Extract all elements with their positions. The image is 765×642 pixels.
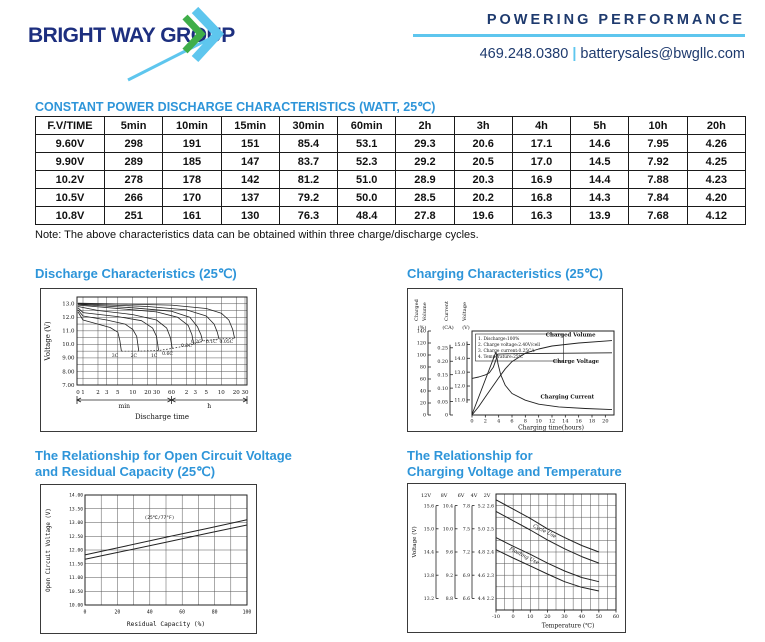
column-header: 5min: [105, 117, 163, 135]
svg-text:2.6: 2.6: [486, 504, 494, 510]
svg-text:4.6: 4.6: [477, 573, 485, 579]
charging-chart-svg: [408, 289, 622, 431]
table-cell: 48.4: [338, 207, 396, 225]
table-cell: 85.4: [279, 135, 337, 153]
svg-text:16: 16: [575, 418, 582, 425]
column-header: 10h: [629, 117, 687, 135]
svg-text:4. Temperature:25℃: 4. Temperature:25℃: [478, 354, 524, 360]
table-cell: 9.90V: [36, 153, 105, 171]
svg-text:13.0: 13.0: [454, 370, 465, 376]
table-cell: 10.8V: [36, 207, 105, 225]
svg-text:12.0: 12.0: [62, 315, 75, 322]
table-cell: 191: [163, 135, 221, 153]
svg-text:Temperature (℃): Temperature (℃): [541, 622, 595, 630]
svg-text:Voltage (V): Voltage (V): [44, 321, 52, 361]
table-cell: 10.5V: [36, 189, 105, 207]
table-cell: 27.8: [396, 207, 454, 225]
svg-text:10: 10: [129, 390, 137, 396]
svg-text:2C: 2C: [130, 353, 138, 359]
svg-text:0: 0: [76, 390, 80, 396]
svg-text:Voltage (V): Voltage (V): [412, 526, 418, 558]
svg-text:11.0: 11.0: [454, 398, 465, 404]
column-header: 2h: [396, 117, 454, 135]
svg-text:Charged Volume: Charged Volume: [545, 332, 596, 339]
svg-text:3: 3: [193, 390, 197, 396]
table-row: [36, 189, 746, 207]
charging-chart: [407, 288, 623, 432]
brand-logo: [28, 6, 263, 86]
svg-text:(25℃/77°F): (25℃/77°F): [144, 516, 175, 522]
discharge-chart-svg: [41, 289, 256, 431]
svg-text:Residual Capacity (%): Residual Capacity (%): [126, 621, 206, 628]
svg-text:0.25: 0.25: [437, 346, 448, 352]
svg-text:20: 20: [544, 614, 551, 620]
svg-text:3C: 3C: [111, 353, 119, 359]
svg-text:9.2: 9.2: [445, 573, 453, 579]
column-header: 3h: [454, 117, 512, 135]
table-cell: 20.5: [454, 153, 512, 171]
svg-text:4.4: 4.4: [477, 597, 485, 603]
svg-text:2V: 2V: [483, 493, 491, 499]
svg-text:30: 30: [561, 614, 568, 620]
table-row: [36, 171, 746, 189]
svg-text:60: 60: [419, 377, 426, 383]
svg-text:60: 60: [612, 614, 620, 620]
svg-text:40: 40: [578, 614, 585, 620]
svg-text:11.0: 11.0: [62, 328, 75, 335]
table-cell: 14.3: [571, 189, 629, 207]
svg-text:2.5: 2.5: [486, 527, 494, 533]
svg-text:12V: 12V: [421, 493, 431, 499]
svg-text:7.00: 7.00: [62, 382, 75, 389]
svg-text:120: 120: [416, 341, 426, 347]
table-note: Note: The above characteristics data can be obtained within three charge/discharge cycles.: [35, 229, 479, 241]
table-cell: 76.3: [279, 207, 337, 225]
svg-text:13.0: 13.0: [62, 301, 75, 308]
svg-text:14.00: 14.00: [69, 493, 83, 499]
table-cell: 170: [163, 189, 221, 207]
svg-text:0.05C: 0.05C: [219, 340, 234, 346]
svg-text:Charging time(hours): Charging time(hours): [518, 424, 584, 431]
table-cell: 29.3: [396, 135, 454, 153]
ocv-chart-title-line1: The Relationship for Open Circuit Voltage: [35, 448, 292, 463]
svg-text:20: 20: [419, 401, 426, 407]
table-cell: 52.3: [338, 153, 396, 171]
svg-text:9.00: 9.00: [62, 355, 75, 362]
table-cell: 7.84: [629, 189, 687, 207]
svg-text:0.2C: 0.2C: [190, 340, 202, 346]
svg-text:0.1C: 0.1C: [205, 340, 217, 346]
svg-text:Volume: Volume: [422, 302, 428, 321]
svg-text:4V: 4V: [470, 493, 478, 499]
svg-text:8.8: 8.8: [445, 597, 453, 603]
svg-text:6.9: 6.9: [462, 573, 470, 579]
table-cell: 83.7: [279, 153, 337, 171]
svg-text:2: 2: [96, 390, 100, 396]
svg-text:10: 10: [527, 614, 534, 620]
table-cell: 14.5: [571, 153, 629, 171]
column-header: 15min: [221, 117, 279, 135]
svg-text:15.6: 15.6: [423, 504, 434, 510]
svg-text:0.15: 0.15: [437, 373, 448, 379]
svg-text:0.10: 0.10: [437, 386, 448, 392]
svg-text:Current: Current: [444, 300, 450, 321]
header-divider: [413, 34, 745, 37]
table-cell: 185: [163, 153, 221, 171]
table-cell: 151: [221, 135, 279, 153]
table-cell: 9.60V: [36, 135, 105, 153]
table-cell: 19.6: [454, 207, 512, 225]
table-cell: 289: [105, 153, 163, 171]
svg-text:20: 20: [602, 418, 609, 425]
svg-text:12.0: 12.0: [454, 384, 465, 390]
discharge-table-section: [35, 99, 746, 241]
svg-text:100: 100: [416, 353, 426, 359]
svg-text:18: 18: [588, 418, 596, 425]
column-header: 30min: [279, 117, 337, 135]
temp-chart-svg: [408, 484, 625, 632]
table-cell: 79.2: [279, 189, 337, 207]
svg-text:10.0: 10.0: [62, 342, 75, 349]
table-cell: 14.6: [571, 135, 629, 153]
svg-text:7.5: 7.5: [462, 527, 470, 533]
table-row: [36, 207, 746, 225]
table-row: [36, 135, 746, 153]
svg-text:Cycle Use: Cycle Use: [531, 523, 558, 541]
svg-text:12.50: 12.50: [69, 534, 83, 540]
svg-text:13.00: 13.00: [69, 521, 83, 527]
svg-text:6.6: 6.6: [462, 597, 470, 603]
table-cell: 16.8: [512, 189, 570, 207]
table-cell: 20.3: [454, 171, 512, 189]
column-header: 5h: [571, 117, 629, 135]
phone-number: 469.248.0380: [479, 46, 569, 62]
svg-text:10.50: 10.50: [69, 589, 83, 595]
table-cell: 20.6: [454, 135, 512, 153]
svg-text:5.0: 5.0: [477, 527, 485, 533]
svg-text:13.50: 13.50: [69, 507, 83, 513]
svg-text:Discharge time: Discharge time: [134, 413, 190, 421]
svg-text:0: 0: [444, 413, 448, 419]
svg-text:2: 2: [483, 418, 487, 425]
svg-text:140: 140: [416, 329, 426, 335]
svg-text:15.0: 15.0: [454, 343, 465, 349]
email-address[interactable]: batterysales@bwgllc.com: [580, 46, 745, 62]
ocv-chart-svg: [41, 485, 256, 633]
svg-text:14: 14: [562, 418, 569, 425]
discharge-chart-title: Discharge Characteristics (25℃): [35, 266, 237, 281]
svg-text:0.20: 0.20: [437, 359, 448, 365]
ocv-chart-title: [35, 448, 292, 480]
svg-text:80: 80: [211, 610, 218, 616]
table-cell: 20.2: [454, 189, 512, 207]
svg-text:13.2: 13.2: [423, 597, 434, 603]
svg-text:14.0: 14.0: [454, 357, 465, 362]
contact-line: [413, 46, 745, 62]
svg-text:4: 4: [497, 418, 501, 425]
temp-chart: [407, 483, 626, 633]
table-cell: 178: [163, 171, 221, 189]
table-cell: 13.9: [571, 207, 629, 225]
svg-text:12: 12: [548, 418, 556, 425]
table-title: CONSTANT POWER DISCHARGE CHARACTERISTICS (WATT, 25℃): [35, 100, 436, 114]
svg-text:5: 5: [204, 390, 209, 396]
table-cell: 147: [221, 153, 279, 171]
svg-text:6V: 6V: [457, 493, 465, 499]
svg-text:7.8: 7.8: [462, 504, 470, 510]
svg-text:7.2: 7.2: [462, 550, 470, 556]
svg-text:10.4: 10.4: [442, 504, 453, 510]
table-cell: 137: [221, 189, 279, 207]
table-cell: 4.23: [687, 171, 745, 189]
svg-text:min: min: [118, 403, 130, 410]
svg-text:1C: 1C: [151, 353, 158, 359]
svg-text:8.00: 8.00: [62, 369, 75, 376]
svg-text:9.6: 9.6: [445, 550, 453, 556]
brand-logo-text: BRIGHT WAY GROUP: [28, 24, 235, 47]
svg-text:40: 40: [419, 389, 426, 395]
table-cell: 4.12: [687, 207, 745, 225]
svg-text:20: 20: [114, 610, 121, 616]
svg-text:Charging Current: Charging Current: [540, 394, 595, 401]
svg-text:2.4: 2.4: [486, 550, 494, 556]
table-cell: 16.3: [512, 207, 570, 225]
column-header: F.V/TIME: [36, 117, 105, 135]
svg-text:30: 30: [241, 390, 249, 396]
table-cell: 17.1: [512, 135, 570, 153]
column-header: 20h: [687, 117, 745, 135]
svg-text:2: 2: [184, 390, 189, 396]
temp-chart-title: [407, 448, 622, 480]
svg-text:0.3C: 0.3C: [181, 343, 192, 349]
table-cell: 28.5: [396, 189, 454, 207]
svg-text:Floating Use: Floating Use: [508, 546, 540, 567]
svg-text:14.4: 14.4: [423, 550, 434, 556]
svg-text:2.3: 2.3: [486, 573, 494, 579]
table-cell: 7.95: [629, 135, 687, 153]
table-cell: 161: [163, 207, 221, 225]
table-cell: 130: [221, 207, 279, 225]
svg-text:12.00: 12.00: [69, 548, 83, 554]
table-cell: 142: [221, 171, 279, 189]
table-cell: 4.25: [687, 153, 745, 171]
svg-text:10.0: 10.0: [442, 527, 453, 533]
svg-text:20: 20: [232, 390, 240, 396]
svg-text:2. Charge voltage:2.40V/cell: 2. Charge voltage:2.40V/cell: [478, 342, 541, 348]
svg-text:20: 20: [144, 390, 152, 396]
svg-text:1. Discharge:100%: 1. Discharge:100%: [478, 336, 520, 342]
svg-text:60: 60: [167, 390, 175, 396]
discharge-chart: [40, 288, 257, 432]
svg-text:40: 40: [146, 610, 153, 616]
svg-text:11.00: 11.00: [69, 576, 83, 582]
svg-text:10.00: 10.00: [69, 603, 83, 609]
table-cell: 50.0: [338, 189, 396, 207]
svg-text:8: 8: [523, 418, 527, 425]
table-cell: 16.9: [512, 171, 570, 189]
table-cell: 7.88: [629, 171, 687, 189]
page-header: [0, 0, 765, 96]
svg-text:60: 60: [179, 610, 186, 616]
svg-text:11.50: 11.50: [69, 562, 83, 568]
svg-text:-10: -10: [491, 614, 501, 620]
ocv-chart-title-line2: and Residual Capacity (25℃): [35, 464, 216, 479]
svg-text:(CA): (CA): [442, 325, 454, 331]
table-cell: 7.68: [629, 207, 687, 225]
svg-text:80: 80: [419, 365, 426, 371]
table-cell: 266: [105, 189, 163, 207]
svg-text:Open Circuit Voltage (V): Open Circuit Voltage (V): [46, 508, 52, 592]
svg-text:100: 100: [242, 610, 252, 616]
svg-text:2.2: 2.2: [486, 597, 494, 603]
svg-text:15.0: 15.0: [423, 527, 434, 533]
table-cell: 298: [105, 135, 163, 153]
table-cell: 7.92: [629, 153, 687, 171]
svg-text:50: 50: [595, 614, 603, 620]
charging-chart-title: Charging Characteristics (25℃): [407, 266, 603, 281]
svg-text:5.2: 5.2: [477, 504, 485, 510]
svg-text:0.05: 0.05: [437, 400, 448, 406]
svg-text:10: 10: [217, 390, 225, 396]
svg-text:10: 10: [535, 418, 542, 425]
ocv-chart: [40, 484, 257, 634]
svg-text:5: 5: [116, 390, 120, 396]
table-cell: 17.0: [512, 153, 570, 171]
svg-text:0: 0: [511, 614, 515, 620]
svg-text:6: 6: [510, 418, 514, 425]
svg-text:Voltage: Voltage: [462, 302, 468, 321]
svg-text:30: 30: [153, 390, 161, 396]
table-cell: 53.1: [338, 135, 396, 153]
column-header: 60min: [338, 117, 396, 135]
svg-text:0.6C: 0.6C: [162, 351, 173, 357]
svg-text:0: 0: [470, 418, 474, 425]
header-contact-block: [413, 12, 745, 62]
svg-text:3. Charge current:0.25CA: 3. Charge current:0.25CA: [478, 348, 535, 354]
table-cell: 278: [105, 171, 163, 189]
table-cell: 29.2: [396, 153, 454, 171]
table-cell: 81.2: [279, 171, 337, 189]
constant-power-discharge-table: [35, 116, 746, 225]
column-header: 10min: [163, 117, 221, 135]
table-row: [36, 153, 746, 171]
tagline: POWERING PERFORMANCE: [486, 12, 745, 28]
table-cell: 4.20: [687, 189, 745, 207]
svg-text:0: 0: [422, 413, 426, 419]
table-cell: 14.4: [571, 171, 629, 189]
table-header-row: [36, 117, 746, 135]
svg-text:1: 1: [81, 390, 85, 396]
temp-chart-title-line2: Charging Voltage and Temperature: [407, 464, 622, 479]
table-cell: 28.9: [396, 171, 454, 189]
svg-text:(%): (%): [417, 325, 427, 331]
temp-chart-title-line1: The Relationship for: [407, 448, 533, 463]
svg-text:3: 3: [104, 390, 109, 396]
svg-text:Charge Voltage: Charge Voltage: [552, 359, 600, 366]
svg-text:Charged: Charged: [414, 299, 420, 321]
svg-text:(V): (V): [462, 325, 470, 331]
table-cell: 51.0: [338, 171, 396, 189]
svg-text:0: 0: [83, 610, 87, 616]
table-cell: 4.26: [687, 135, 745, 153]
column-header: 4h: [512, 117, 570, 135]
table-cell: 10.2V: [36, 171, 105, 189]
svg-text:h: h: [207, 403, 212, 410]
contact-separator: |: [572, 46, 577, 62]
table-cell: 251: [105, 207, 163, 225]
svg-text:8V: 8V: [440, 493, 448, 499]
svg-text:13.8: 13.8: [423, 573, 434, 579]
svg-text:4.8: 4.8: [477, 550, 485, 556]
